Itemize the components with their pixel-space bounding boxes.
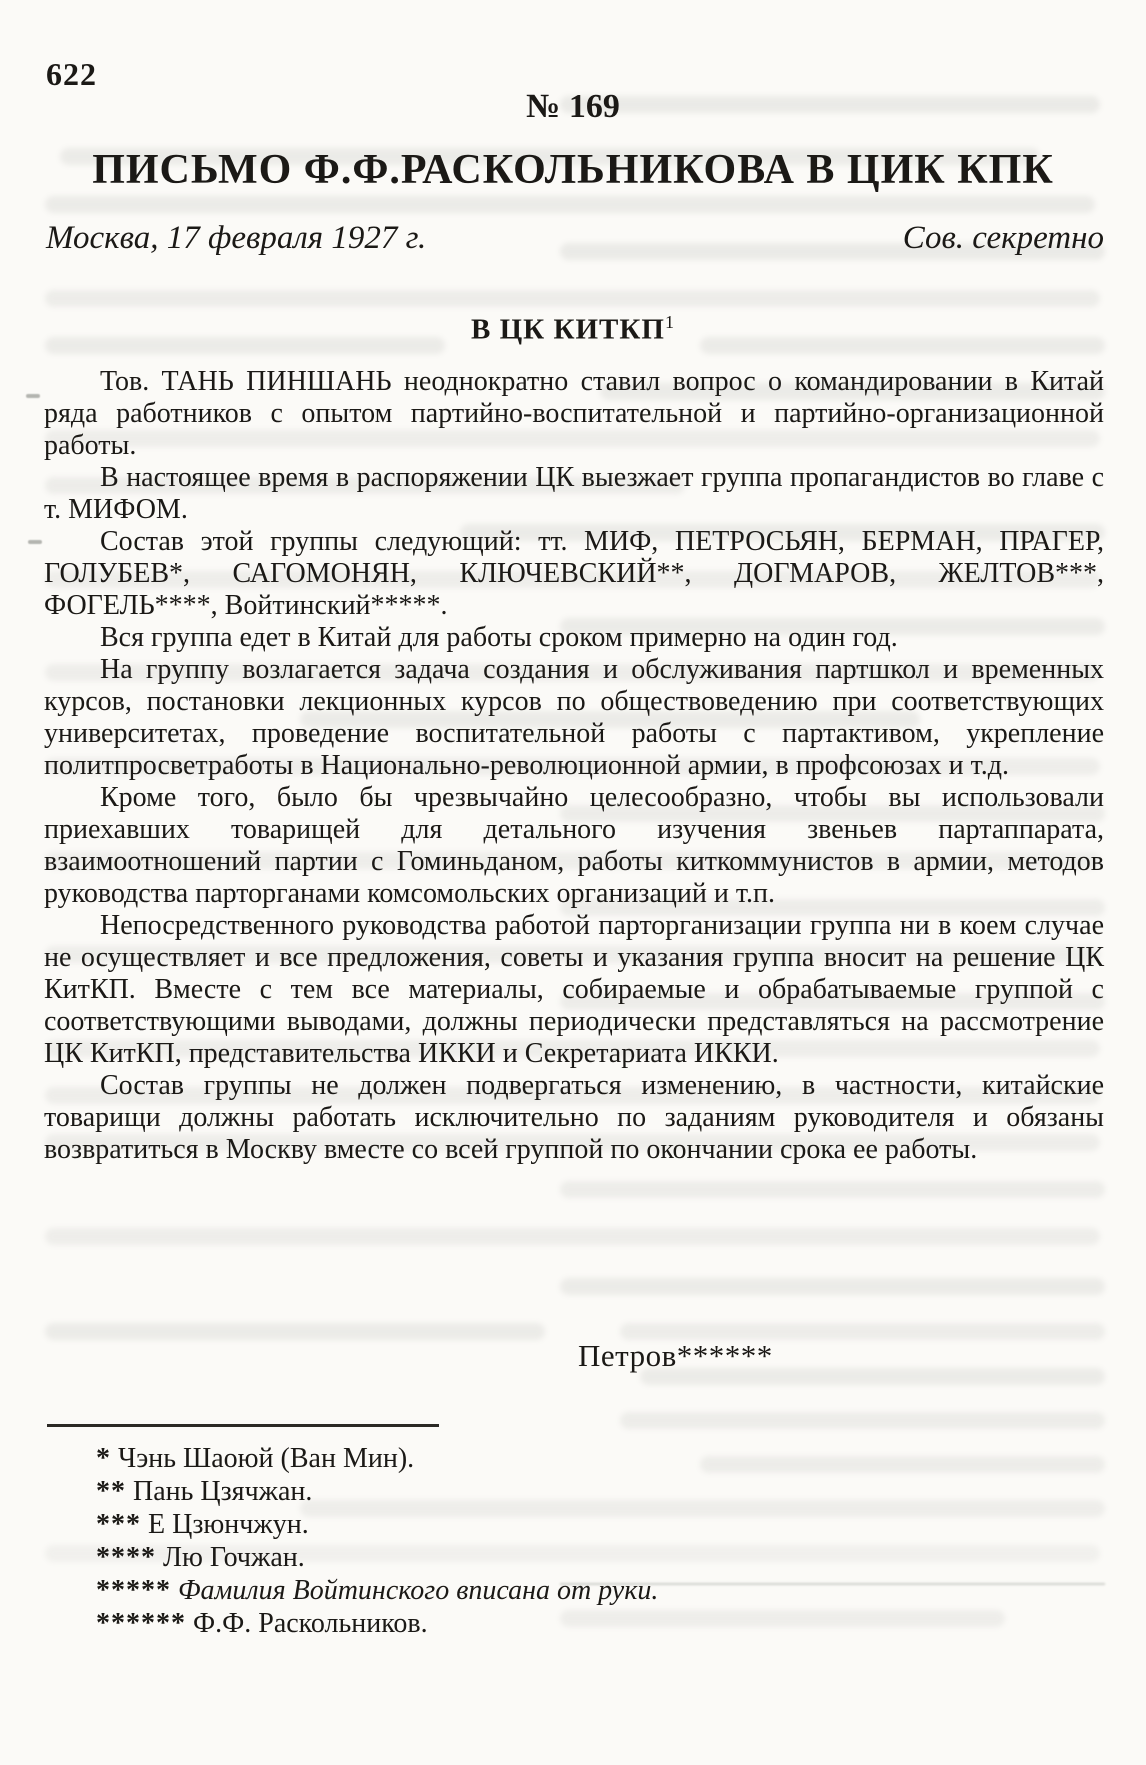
bleedthrough-artifact bbox=[620, 1412, 1105, 1429]
endnote-reference: 1 bbox=[664, 312, 675, 332]
dateline-row bbox=[46, 220, 1104, 257]
paragraph: Вся группа едет в Китай для работы сроком примерно на один год. bbox=[100, 622, 898, 653]
paragraph: В настоящее время в распоряжении ЦК выезжает группа пропагандистов во главе с т. МИФОМ. bbox=[44, 462, 1104, 525]
bleedthrough-artifact bbox=[45, 1228, 1100, 1245]
salutation-text: В ЦК КИТКП bbox=[471, 313, 665, 346]
footnote-marker: ****** bbox=[96, 1608, 186, 1639]
footnote-marker: **** bbox=[96, 1542, 156, 1573]
footnote-marker: ** bbox=[96, 1476, 126, 1507]
salutation bbox=[0, 312, 1146, 347]
paragraph: Состав группы не должен подвергаться изменению, в частности, китайские товарищи должны работать исключительно по заданиям руководителя и обязаны возвратиться в Москву вместе со всей группой по окончании срока ее работы. bbox=[44, 1070, 1104, 1165]
footnote-text: Ф.Ф. Раскольников. bbox=[193, 1608, 428, 1639]
bleedthrough-artifact bbox=[45, 290, 1100, 307]
footnote-text: Е Цзюнчжун. bbox=[148, 1509, 309, 1540]
paragraph: На группу возлагается задача создания и обслуживания партшкол и временных курсов, постановки лекционных курсов по обществоведению при соответствующих университетах, проведение воспитательной работы с партактивом, укрепление политпросветработы в Национально-революционной армии, в профсоюзах и т.д. bbox=[44, 654, 1104, 781]
footnotes bbox=[44, 1442, 1104, 1640]
footnote bbox=[44, 1541, 1104, 1574]
bleedthrough-artifact bbox=[45, 196, 1095, 213]
footnote bbox=[44, 1475, 1104, 1508]
document-title: ПИСЬМО Ф.Ф.РАСКОЛЬНИКОВА В ЦИК КПК bbox=[92, 147, 1054, 193]
footnote-text: Лю Гочжан. bbox=[163, 1542, 305, 1573]
footnote bbox=[44, 1442, 1104, 1475]
bleedthrough-artifact bbox=[560, 1278, 1105, 1295]
paragraph: Тов. ТАНЬ ПИНШАНЬ неоднократно ставил вопрос о командировании в Китай ряда работников с опытом партийно-воспитательной и партийно-организационной работы. bbox=[44, 366, 1104, 461]
footnote-text: Чэнь Шаоюй (Ван Мин). bbox=[118, 1443, 415, 1474]
footnote-marker: * bbox=[96, 1443, 111, 1474]
letter-body bbox=[44, 366, 1104, 1166]
footnote-separator bbox=[47, 1424, 439, 1427]
signature: Петров****** bbox=[578, 1338, 773, 1373]
margin-stray-mark bbox=[26, 394, 40, 398]
place-and-date: Москва, 17 февраля 1927 г. bbox=[46, 220, 427, 256]
bleedthrough-artifact bbox=[45, 1323, 545, 1340]
paragraph: Непосредственного руководства работой парторганизации группа ни в коем случае не осуществляет и все предложения, советы и указания группа вносит на решение ЦК КитКП. Вместе с тем все материалы, собираемые и обрабатываемые группой с соответствующими выводами, должны периодически представляться на рассмотрение ЦК КитКП, представительства ИККИ и Секретариата ИККИ. bbox=[44, 910, 1104, 1069]
classification-label: Сов. секретно bbox=[902, 220, 1104, 256]
footnote-marker: ***** bbox=[96, 1575, 171, 1606]
paragraph: Состав этой группы следующий: тт. МИФ, ПЕТРОСЬЯН, БЕРМАН, ПРАГЕР, ГОЛУБЕВ*, САГОМОНЯН, КЛЮЧЕВСКИЙ**, ДОГМАРОВ, ЖЕЛТОВ***, ФОГЕЛЬ****, Войтинский*****. bbox=[44, 526, 1104, 621]
bleedthrough-artifact bbox=[560, 1181, 1105, 1198]
footnote-marker: *** bbox=[96, 1509, 141, 1540]
footnote-text: Пань Цзячжан. bbox=[133, 1476, 313, 1507]
footnote bbox=[44, 1574, 1104, 1607]
footnote-text: Фамилия Войтинского вписана от руки. bbox=[178, 1575, 659, 1606]
footnote bbox=[44, 1508, 1104, 1541]
page-number: 622 bbox=[46, 56, 97, 92]
document-number: № 169 bbox=[526, 88, 620, 125]
footnote bbox=[44, 1607, 1104, 1640]
paragraph: Кроме того, было бы чрезвычайно целесообразно, чтобы вы использовали приехавших товарищей для детального изучения звеньев партаппарата, взаимоотношений партии с Гоминьданом, работы киткоммунистов в армии, методов руководства парторганами комсомольских организаций и т.п. bbox=[44, 782, 1104, 909]
margin-stray-mark bbox=[28, 540, 42, 544]
